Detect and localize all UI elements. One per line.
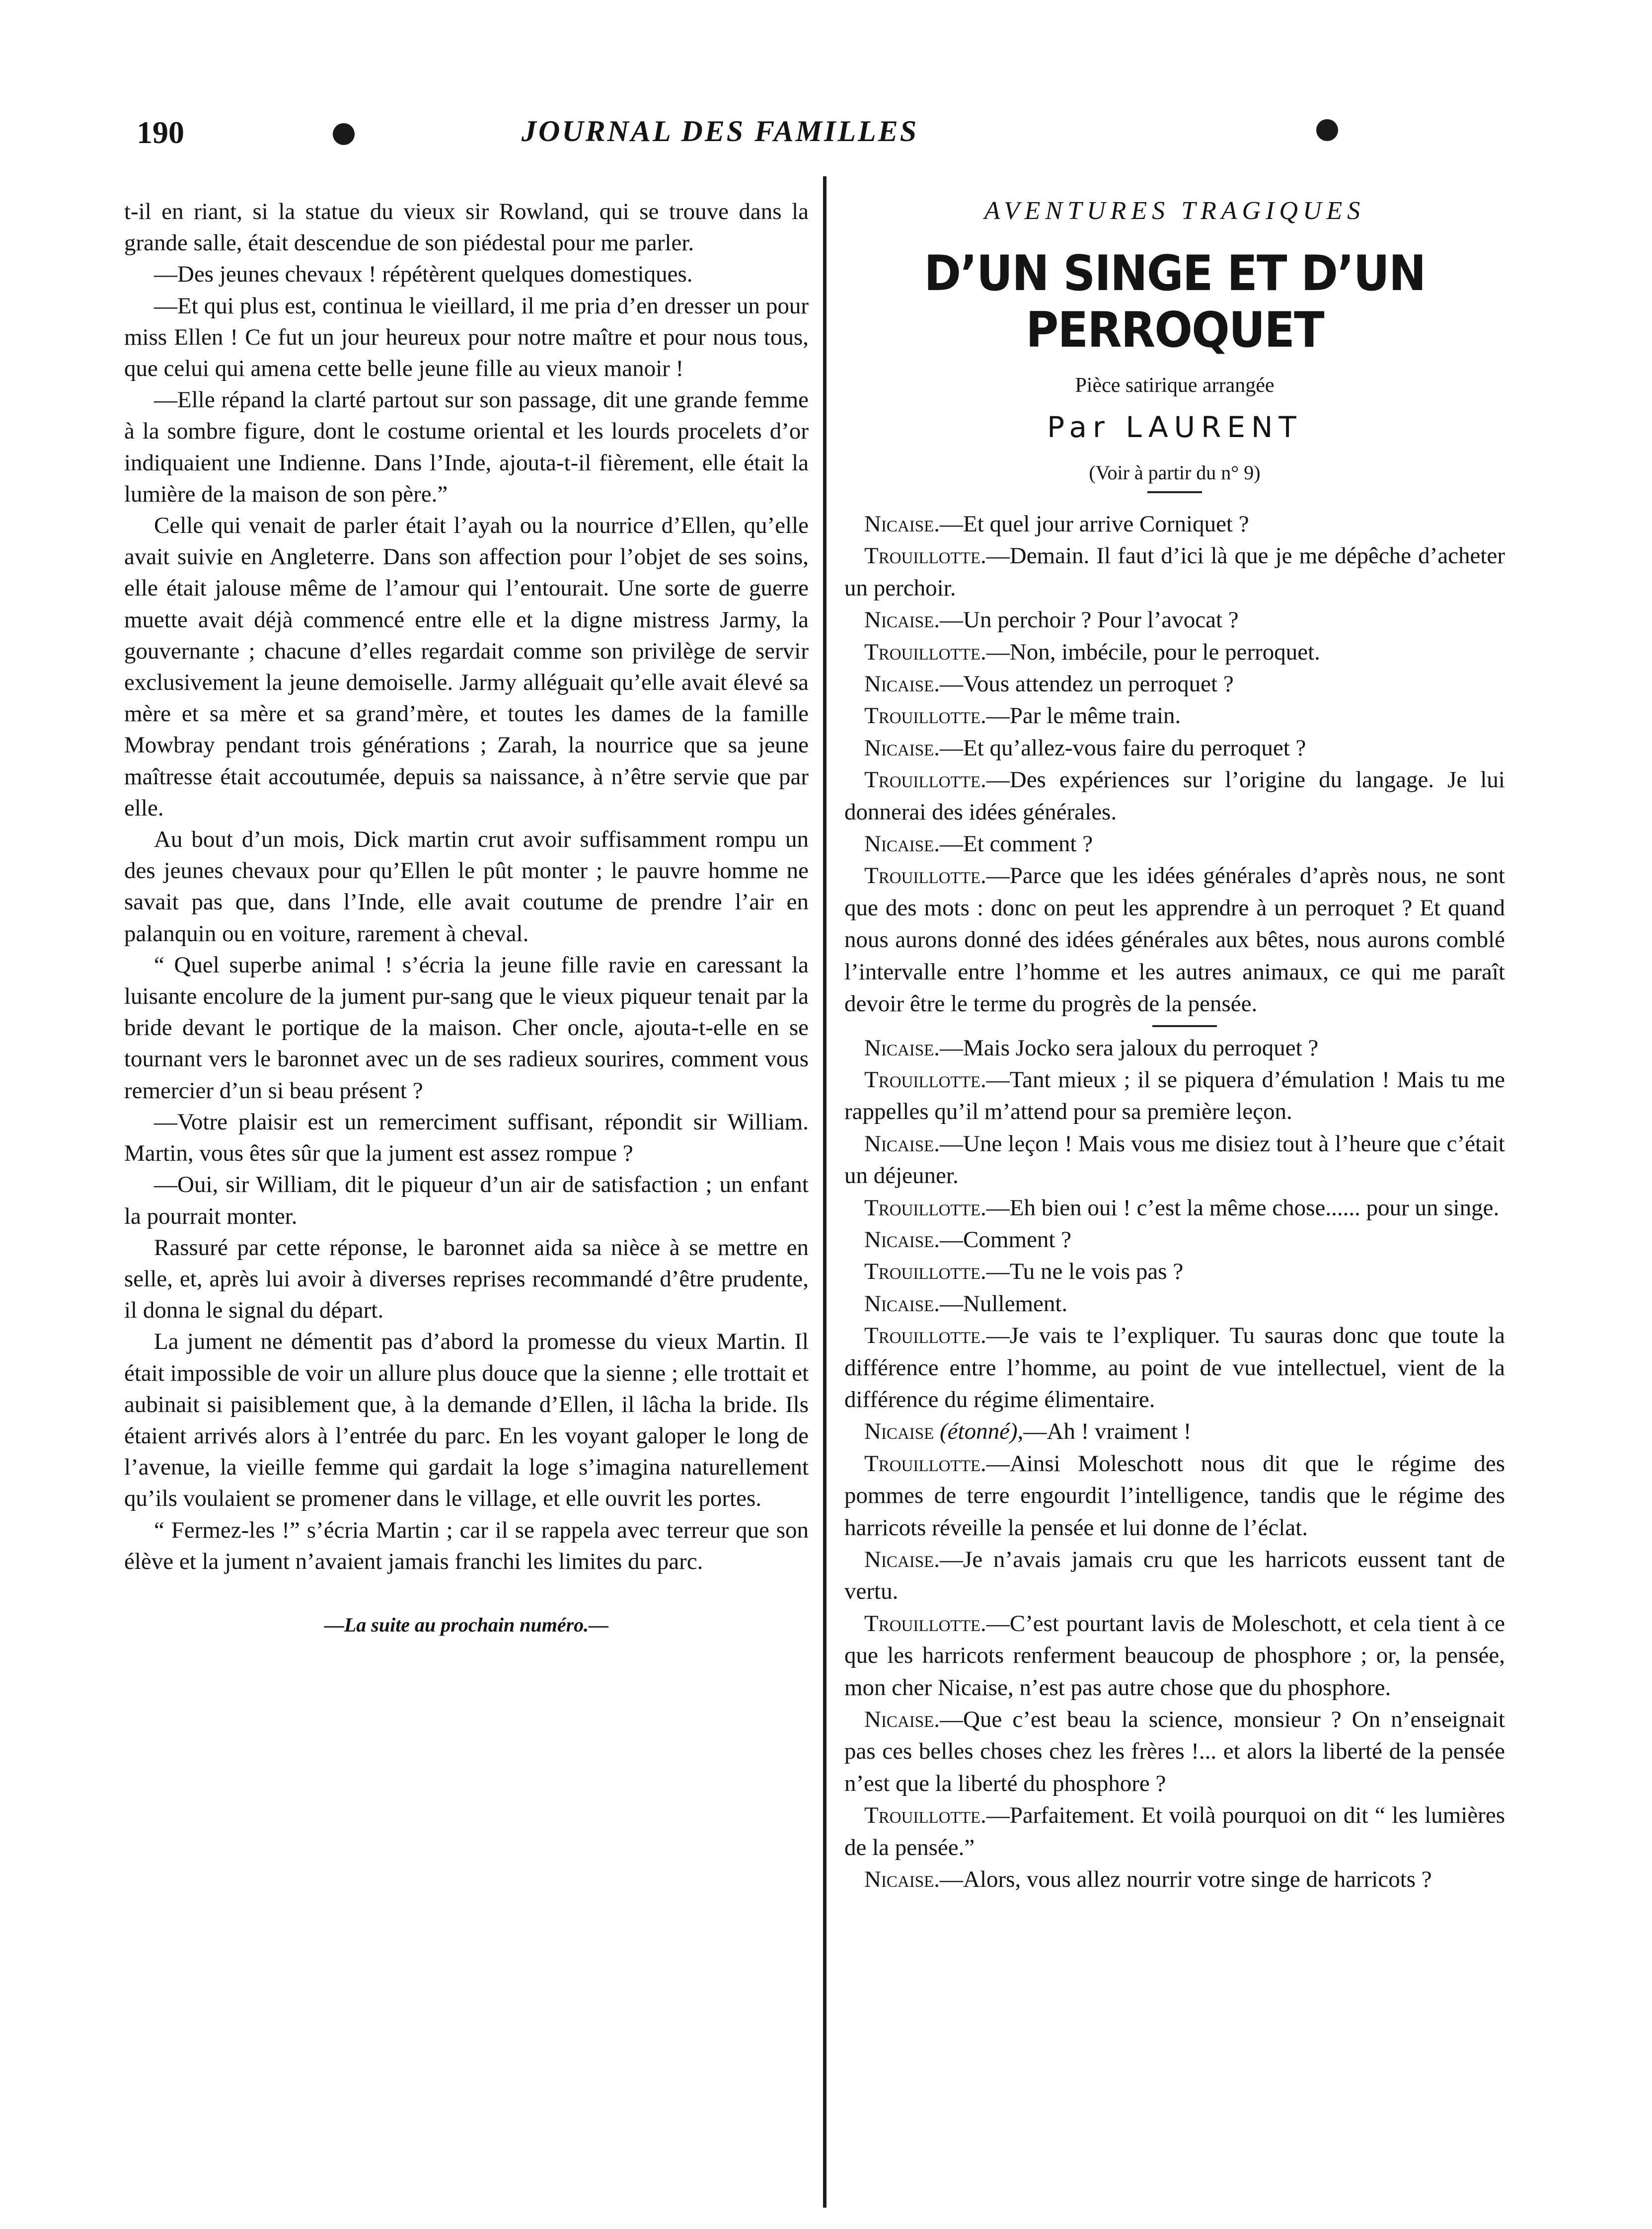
paragraph: Celle qui venait de parler était l’ayah ou la nourrice d’Ellen, qu’elle avait suivie en Angleterre. Dans son affection pour l’objet de ses soins, elle était jalouse même de l’amour qui l’entourait. Une sorte de guerre muette avait déjà commencé entre elle et la digne mistress Jarmy, la gouvernante ; chacune d’elles regardait comme son privilège de servir exclusivement la jeune demoiselle. Jarmy alléguait qu’elle avait élevé sa mère et sa mère et sa grand’mère, et toutes les dames de la famille Mowbray pendant trois générations ; Zarah, la nourrice que sa jeune maîtresse était accoutumée, depuis sa naissance, à n’être servie que par elle. <box>124 513 809 821</box>
dialogue-line <box>844 860 1505 1020</box>
speaker-name: Nicaise. <box>864 1547 940 1572</box>
page-number: 190 <box>137 115 184 150</box>
dialogue-text: —Et qu’allez-vous faire du perroquet ? <box>940 735 1306 761</box>
speaker-name: Trouillotte. <box>864 1194 986 1221</box>
dialogue-line <box>844 1608 1505 1704</box>
dialogue-line <box>844 1448 1505 1544</box>
article-kicker: AVENTURES TRAGIQUES <box>984 197 1365 225</box>
dialogue-text: —Un perchoir ? Pour l’avocat ? <box>940 607 1239 633</box>
dialogue-text: —Nullement. <box>940 1290 1068 1317</box>
journal-title: JOURNAL DES FAMILLES <box>522 115 919 148</box>
dialogue-line <box>844 828 1505 860</box>
speaker-name: Nicaise. <box>864 671 940 697</box>
dialogue-line <box>844 1064 1505 1128</box>
speaker-name: Nicaise. <box>864 831 940 857</box>
dialogue-line <box>844 668 1505 700</box>
dialogue-text: ,—Ah ! vraiment ! <box>1017 1418 1192 1445</box>
dialogue-text: —Alors, vous allez nourrir votre singe de harricots ? <box>940 1866 1432 1893</box>
speaker-name: Trouillotte. <box>864 703 986 729</box>
dialogue-line <box>844 1256 1505 1287</box>
dialogue-text: —Non, imbécile, pour le perroquet. <box>986 639 1320 665</box>
dialogue-line <box>844 1128 1505 1192</box>
dialogue-line <box>844 700 1505 732</box>
column-divider <box>823 176 826 2208</box>
dialogue-line <box>844 764 1505 828</box>
speaker-name: Trouillotte. <box>864 1066 986 1093</box>
continuation-note: —La suite au prochain numéro.— <box>324 1613 609 1636</box>
dialogue-text: —Demain. Il faut d’ici là que je me dépêche d’acheter un perchoir. <box>844 543 1505 601</box>
dialogue-line <box>844 1544 1505 1608</box>
dialogue-text: —Des expériences sur l’origine du langage. Je lui donnerai des idées générales. <box>844 767 1505 825</box>
dialogue-line <box>844 1415 1505 1447</box>
ornament-dot-icon <box>333 123 355 145</box>
paragraph: Au bout d’un mois, Dick martin crut avoir suffisamment rompu un des jeunes chevaux pour qu’Ellen le pût monter ; le pauvre homme ne savait pas que, dans l’Inde, elle avait coutume de prendre l’air en palanquin ou en voiture, rarement à cheval. <box>124 826 809 947</box>
paragraph: —Des jeunes chevaux ! répétèrent quelques domestiques. <box>154 261 693 288</box>
dialogue-line <box>844 1863 1505 1895</box>
dialogue-line <box>844 508 1505 540</box>
stage-direction: (étonné) <box>940 1418 1018 1445</box>
dialogue-text: —Ainsi Moleschott nous dit que le régime des pommes de terre engourdit l’intelligence, tandis que le régime des harricots réveille la pensée et lui donne de l’éclat. <box>844 1450 1505 1541</box>
dialogue-line <box>844 732 1505 764</box>
paragraph: —Et qui plus est, continua le vieillard, il me pria d’en dresser un pour miss Ellen ! Ce fut un jour heureux pour notre maître et pour nous tous, que celui qui amena cette belle jeune fille au vieux manoir ! <box>124 293 809 382</box>
separator-rule <box>1147 491 1202 493</box>
dialogue-text: —Tant mieux ; il se piquera d’émulation ! Mais tu me rappelles qu’il m’attend pour sa première leçon. <box>844 1066 1505 1125</box>
dialogue-text: —Et quel jour arrive Corniquet ? <box>940 511 1249 537</box>
speaker-name: Trouillotte. <box>864 1450 986 1477</box>
separator-rule <box>1152 1025 1217 1027</box>
dialogue-line <box>844 1320 1505 1415</box>
dialogue-text: —Et comment ? <box>940 831 1093 857</box>
dialogue-text: —Eh bien oui ! c’est la même chose...... pour un singe. <box>986 1194 1500 1221</box>
article-headline: D’UN SINGE ET D’UN PERROQUET <box>924 245 1426 359</box>
dialogue-text: —Vous attendez un perroquet ? <box>940 671 1234 697</box>
speaker-name: Trouillotte. <box>864 639 986 665</box>
running-head <box>114 99 1505 159</box>
speaker-name: Nicaise. <box>864 511 940 537</box>
speaker-name: Nicaise <box>864 1418 934 1445</box>
dialogue-line <box>844 636 1505 668</box>
ornament-flower-icon <box>1316 119 1338 141</box>
dialogue-line <box>844 1192 1505 1224</box>
dialogue-line <box>844 1704 1505 1799</box>
paragraph: —Elle répand la clarté partout sur son passage, dit une grande femme à la sombre figure, dont le costume oriental et les lourds procelets d’or indiquaient une Indienne. Dans l’Inde, ajouta-t-il fièrement, elle était la lumière de la maison de son père.” <box>124 387 809 507</box>
article-subtitle: Pièce satirique arrangée <box>1075 374 1275 397</box>
dialogue-text: —Une leçon ! Mais vous me disiez tout à l’heure que c’était un déjeuner. <box>844 1130 1505 1189</box>
speaker-name: Nicaise. <box>864 1707 940 1733</box>
article-author: Par LAURENT <box>1047 410 1302 444</box>
paragraph: Rassuré par cette réponse, le baronnet aida sa nièce à se mettre en selle, et, après lui avoir à diverses reprises recommandé d’être prudente, il donna le signal du départ. <box>124 1234 809 1324</box>
paragraph: t-il en riant, si la statue du vieux sir Rowland, qui se trouve dans la grande salle, était descendue de son piédestal pour me parler. <box>124 199 809 256</box>
speaker-name: Nicaise. <box>864 735 940 761</box>
dialogue-text: —C’est pourtant lavis de Moleschott, et cela tient à ce que les harricots renferment beaucoup de phosphore ; or, la pensée, mon cher Nicaise, n’est pas autre chose que du phosphore. <box>844 1610 1505 1701</box>
paragraph: “ Fermez-les !” s’écria Martin ; car il se rappela avec terreur que son élève et la jument n’avaient jamais franchi les limites du parc. <box>124 1517 809 1574</box>
paragraph: —Votre plaisir est un remerciment suffisant, répondit sir William. Martin, vous êtes sûr que la jument est assez rompue ? <box>124 1109 809 1167</box>
dialogue-line <box>844 1288 1505 1320</box>
paragraph: “ Quel superbe animal ! s’écria la jeune fille ravie en caressant la luisante encolure de la jument pur-sang que le vieux piqueur tenait par la bride devant le portique de la maison. Cher oncle, ajouta-t-elle en se tournant vers le baronnet avec un de ses radieux sourires, comment vous remercier d’un si beau présent ? <box>124 952 809 1104</box>
speaker-name: Trouillotte. <box>864 1323 986 1349</box>
dialogue-text: —Par le même train. <box>986 703 1181 729</box>
dialogue-text: —Comment ? <box>940 1226 1072 1253</box>
speaker-name: Nicaise. <box>864 607 940 633</box>
dialogue-line <box>844 540 1505 604</box>
left-column <box>124 196 809 1636</box>
dialogue-text: —Parce que les idées générales d’après nous, ne sont que des mots : donc on peut les apprendre à un perroquet ? Et quand nous aurons donné des idées générales aux bêtes, nous aurons comblé l’intervalle entre l’homme et les autres animaux, ce qui me paraît devoir être le terme du progrès de la pensée. <box>844 863 1505 1017</box>
speaker-name: Nicaise. <box>864 1130 940 1157</box>
dialogue-text: —Je n’avais jamais cru que les harricots eussent tant de vertu. <box>844 1547 1505 1605</box>
speaker-name: Trouillotte. <box>864 767 986 793</box>
speaker-name: Trouillotte. <box>864 1259 986 1285</box>
dialogue-line <box>844 1224 1505 1256</box>
speaker-name: Trouillotte. <box>864 1610 986 1636</box>
speaker-name: Nicaise. <box>864 1035 940 1061</box>
speaker-name: Trouillotte. <box>864 863 986 889</box>
paragraph: —Oui, sir William, dit le piqueur d’un air de satisfaction ; un enfant la pourrait monter. <box>124 1172 809 1229</box>
paragraph: La jument ne démentit pas d’abord la promesse du vieux Martin. Il était impossible de voir un allure plus douce que la sienne ; elle trottait et aubinait si paisiblement que, à la demande d’Ellen, il lâcha la bride. Ils étaient arrivés alors à l’entrée du parc. En les voyant galoper le long de l’avenue, la vieille femme qui gardait la loge s’imagina naturellement qu’ils voulaient se promener dans le village, et elle ouvrit les portes. <box>124 1329 809 1512</box>
speaker-name: Trouillotte. <box>864 543 986 569</box>
speaker-name: Nicaise. <box>864 1290 940 1317</box>
dialogue-text: —Je vais te l’expliquer. Tu sauras donc que toute la différence entre l’homme, au point de vue intellectuel, vient de la différence du régime élimentaire. <box>844 1323 1505 1412</box>
speaker-name: Nicaise. <box>864 1226 940 1253</box>
dialogue-line <box>844 1032 1505 1064</box>
dialogue-text: —Tu ne le vois pas ? <box>986 1259 1184 1285</box>
dialogue-line <box>844 604 1505 636</box>
right-column <box>844 196 1505 1895</box>
dialogue-text: —Mais Jocko sera jaloux du perroquet ? <box>940 1035 1319 1061</box>
issue-reference: (Voir à partir du n° 9) <box>1089 461 1261 484</box>
speaker-name: Nicaise. <box>864 1866 940 1893</box>
dialogue-line <box>844 1799 1505 1863</box>
dialogue-text: —Que c’est beau la science, monsieur ? On n’enseignait pas ces belles choses chez les frères !... et alors la liberté de la pensée n’est que la liberté du phosphore ? <box>844 1707 1505 1796</box>
speaker-name: Trouillotte. <box>864 1802 986 1829</box>
dialogue-text: —Parfaitement. Et voilà pourquoi on dit “ les lumières de la pensée.” <box>844 1802 1505 1860</box>
